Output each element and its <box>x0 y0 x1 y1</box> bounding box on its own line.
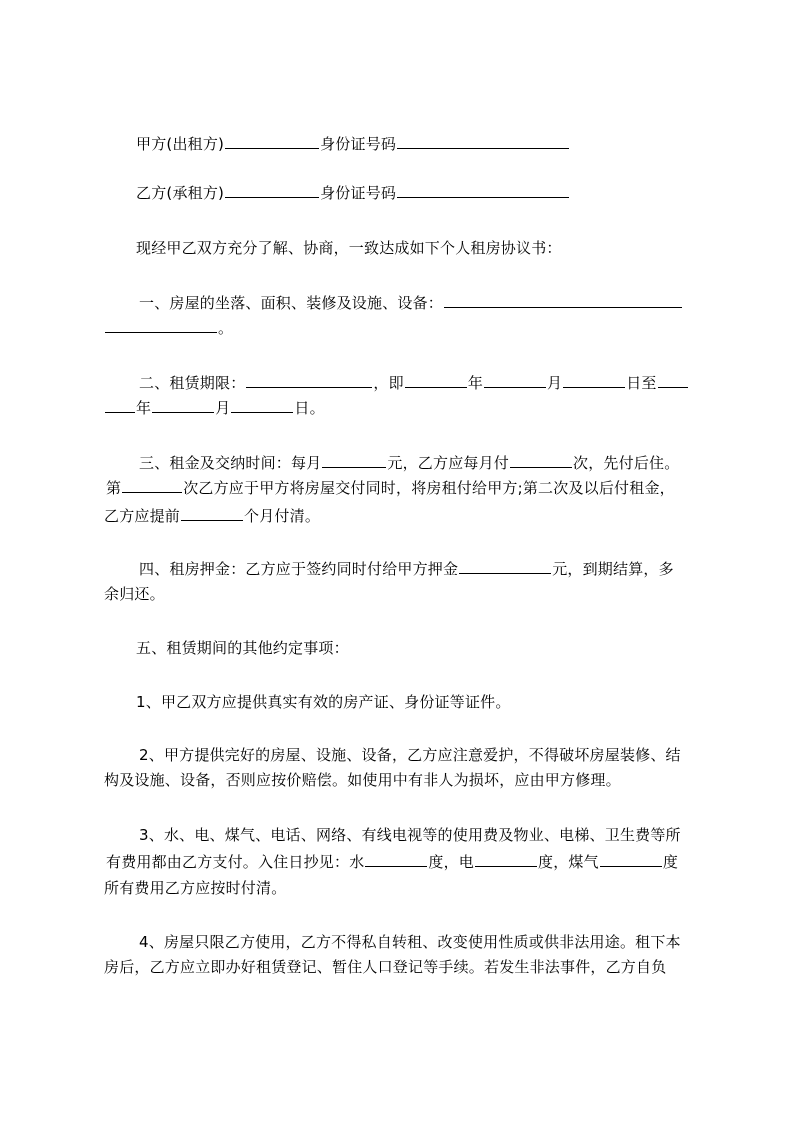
clause2-sep: ，即 <box>373 374 404 392</box>
clause2-line2 <box>104 398 325 418</box>
item3-line1 <box>139 825 681 845</box>
party-a-id-blank <box>397 134 569 149</box>
clause3-line2-start: 第 <box>106 479 122 497</box>
clause3-yuan: 元，乙方应每月付 <box>387 454 510 472</box>
clause2-month: 月 <box>547 374 563 392</box>
party-b-id-blank <box>397 183 569 198</box>
item3-line2-start: 有费用都由乙方支付。入住日抄见：水 <box>106 853 365 871</box>
item4-line2 <box>104 957 666 977</box>
clause1-blank1 <box>444 293 682 308</box>
clause2-year-blank <box>405 373 467 388</box>
intro-line <box>136 238 562 258</box>
item1-text: 1、甲乙双方应提供真实有效的房产证、身份证等证件。 <box>136 693 511 711</box>
clause3-line3 <box>104 506 320 526</box>
item3-line3: 所有费用乙方应按时付清。 <box>104 879 287 897</box>
item4-line1: 4、房屋只限乙方使用，乙方不得私自转租、改变使用性质或供非法用途。租下本 <box>139 933 681 951</box>
item3-du2: 度，煤气 <box>538 853 599 871</box>
party-b-line <box>136 183 570 203</box>
clause1-line1 <box>139 293 683 313</box>
clause1-text: 一、房屋的坐落、面积、装修及设施、设备： <box>139 294 444 312</box>
clause2-year: 年 <box>467 374 484 392</box>
item2-line1 <box>139 745 681 765</box>
item1-line <box>136 692 511 712</box>
clause4-deposit-blank <box>459 559 551 574</box>
clause4-line2: 余归还。 <box>104 585 165 603</box>
clause4-end: 元，到期结算，多 <box>552 560 674 578</box>
item4-line2: 房后，乙方应立即办好租赁登记、暂住人口登记等手续。若发生非法事件，乙方自负 <box>104 958 667 976</box>
item3-line1: 3、水、电、煤气、电话、网络、有线电视等的使用费及物业、电梯、卫生费等所 <box>139 826 681 844</box>
clause2-year2: 年 <box>136 399 152 417</box>
party-b-label: 乙方(承租方) <box>136 184 225 202</box>
clause2-term-blank <box>246 373 372 388</box>
clause3-rent-blank <box>322 453 386 468</box>
item3-gas-blank <box>600 852 662 867</box>
clause3-times-blank <box>510 453 572 468</box>
clause2-day2-blank <box>231 398 293 413</box>
clause5-line <box>136 638 349 658</box>
clause1-end: 。 <box>218 319 234 337</box>
item2-line2 <box>104 770 621 790</box>
clause3-line2 <box>106 478 675 498</box>
clause1-line2 <box>104 318 233 338</box>
clause2-day2: 日。 <box>294 399 325 417</box>
item3-line2 <box>106 852 678 872</box>
item3-electric-blank <box>475 852 537 867</box>
clause2-tail-blank <box>658 373 688 388</box>
item4-line1 <box>139 932 681 952</box>
party-a-label: 甲方(出租方) <box>136 135 225 153</box>
clause2-day-blank <box>563 373 625 388</box>
clause1-blank2 <box>105 318 217 333</box>
item3-du1: 度，电 <box>428 853 475 871</box>
item2-line1: 2、甲方提供完好的房屋、设施、设备，乙方应注意爱护，不得破坏房屋装修、结 <box>139 746 681 764</box>
party-a-id-label: 身份证号码 <box>320 135 397 153</box>
party-b-name-blank <box>225 183 319 198</box>
item3-du3: 度 <box>662 853 679 871</box>
item3-line3 <box>104 878 286 898</box>
clause3-line2-mid: 次乙方应于甲方将房屋交付同时，将房租付给甲方;第二次及以后付租金， <box>183 479 675 497</box>
clause2-year2-blank <box>105 398 135 413</box>
clause3-text: 三、租金及交纳时间：每月 <box>139 454 322 472</box>
clause2-month2: 月 <box>215 399 231 417</box>
party-a-line <box>136 134 570 154</box>
clause2-month-blank <box>484 373 546 388</box>
intro-text: 现经甲乙双方充分了解、协商，一致达成如下个人租房协议书： <box>136 239 562 257</box>
item3-water-blank <box>365 852 427 867</box>
clause2-line1 <box>139 373 689 393</box>
clause5-text: 五、租赁期间的其他约定事项： <box>136 639 349 657</box>
party-b-id-label: 身份证号码 <box>320 184 397 202</box>
clause4-line2 <box>104 584 165 604</box>
clause3-months-blank <box>181 506 243 521</box>
clause4-line1 <box>139 559 674 579</box>
clause3-times: 次，先付后住。 <box>573 454 680 472</box>
party-a-name-blank <box>225 134 319 149</box>
clause3-line3-start: 乙方应提前 <box>104 507 181 525</box>
clause2-month2-blank <box>152 398 214 413</box>
clause4-text: 四、租房押金：乙方应于签约同时付给甲方押金 <box>139 560 459 578</box>
clause3-line1 <box>139 453 679 473</box>
clause2-day-to: 日至 <box>626 374 657 392</box>
clause3-first-blank <box>122 478 182 493</box>
clause2-text: 二、租赁期限： <box>139 374 246 392</box>
item2-line2: 构及设施、设备，否则应按价赔偿。如使用中有非人为损坏，应由甲方修理。 <box>104 771 621 789</box>
clause3-line3-end: 个月付清。 <box>244 507 321 525</box>
